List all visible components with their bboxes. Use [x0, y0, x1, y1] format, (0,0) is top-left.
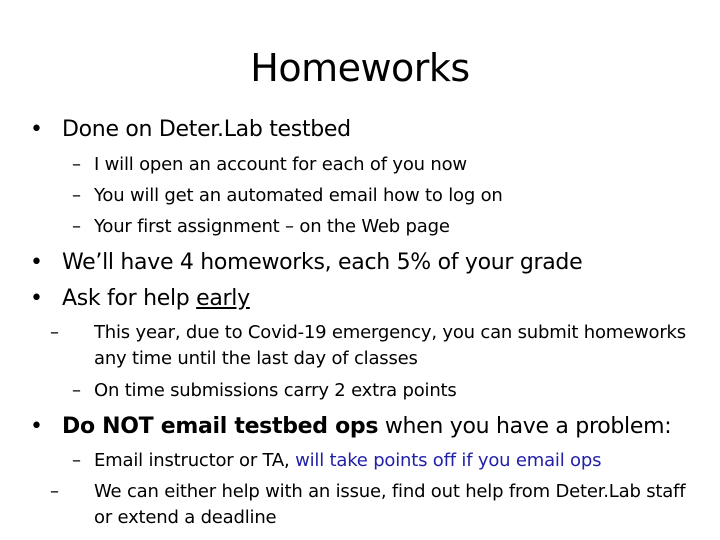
- bullet-marker: •: [30, 250, 43, 275]
- underlined-word: early: [196, 286, 250, 311]
- bullet-text: We’ll have 4 homeworks, each 5% of your grade: [62, 250, 583, 275]
- sub-bullet-text: We can either help with an issue, find out help from Deter.Lab staff or extend a deadline: [94, 481, 686, 528]
- dash-marker: –: [72, 380, 81, 401]
- dash-marker: –: [72, 154, 81, 175]
- sub-bullet-automated-email: [72, 183, 503, 209]
- bullet-marker: •: [30, 414, 43, 439]
- sub-bullet-email-instructor: [72, 448, 601, 474]
- sub-bullet-text: You will get an automated email how to log on: [94, 185, 503, 206]
- bullet-text: Done on Deter.Lab testbed: [62, 117, 351, 142]
- bullet-ask-for-help: [30, 285, 250, 313]
- sub-bullet-text: Your first assignment – on the Web page: [94, 216, 450, 237]
- bullet-done-on-deterlab: [30, 116, 351, 144]
- dash-marker: –: [72, 185, 81, 206]
- sub-bullet-extra-points: [72, 378, 457, 404]
- sub-bullet-first-assignment: [72, 214, 450, 240]
- sub-bullet-open-account: [72, 152, 467, 178]
- bullet-do-not-email-ops: [30, 413, 671, 441]
- sub-bullet-covid-submission: [50, 320, 694, 372]
- sub-bullet-text: Email instructor or TA,: [94, 450, 296, 471]
- highlighted-warning: will take points off if you email ops: [295, 450, 602, 471]
- dash-marker: –: [72, 450, 81, 471]
- bullet-four-homeworks: [30, 249, 582, 277]
- slide-title: Homeworks: [250, 46, 470, 90]
- sub-bullet-text: I will open an account for each of you now: [94, 154, 467, 175]
- sub-bullet-text: This year, due to Covid-19 emergency, you can submit homeworks any time until the last day of classes: [94, 322, 686, 369]
- bullet-marker: •: [30, 286, 43, 311]
- bold-warning: Do NOT email testbed ops: [62, 414, 379, 439]
- dash-marker: –: [50, 481, 59, 502]
- dash-marker: –: [50, 322, 59, 343]
- bullet-marker: •: [30, 117, 43, 142]
- dash-marker: –: [72, 216, 81, 237]
- bullet-text: when you have a problem:: [378, 414, 672, 439]
- sub-bullet-text: On time submissions carry 2 extra points: [94, 380, 457, 401]
- bullet-text: Ask for help: [62, 286, 197, 311]
- sub-bullet-help-or-extend: [50, 479, 694, 531]
